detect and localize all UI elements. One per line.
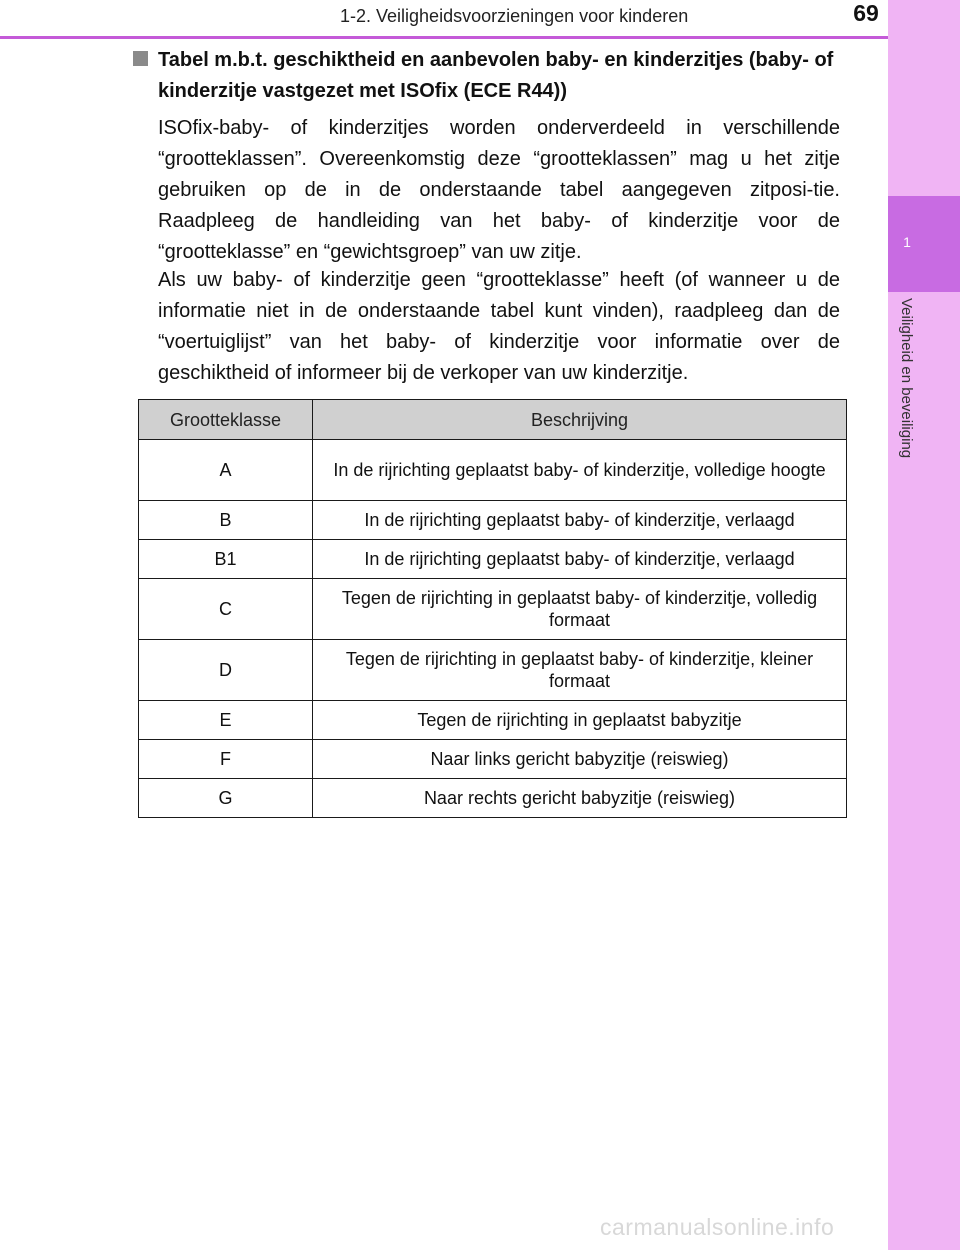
table-row [139, 501, 847, 540]
size-class-cell: B [139, 501, 313, 540]
table-row [139, 640, 847, 701]
description-cell: In de rijrichting geplaatst baby- of kinderzitje, verlaagd [313, 540, 847, 579]
running-header: 1-2. Veiligheidsvoorzieningen voor kinderen [340, 6, 689, 26]
size-class-cell: F [139, 740, 313, 779]
description-cell: Naar links gericht babyzitje (reiswieg) [313, 740, 847, 779]
table-row [139, 779, 847, 818]
column-header-class: Grootteklasse [139, 400, 313, 440]
header-divider [0, 36, 888, 39]
section-title: Tabel m.b.t. geschiktheid en aanbevolen baby- en kinderzitjes (baby- of kinderzitje vastgezet met ISOfix (ECE R44)) [158, 49, 834, 102]
size-class-cell: A [139, 440, 313, 501]
description-cell: Tegen de rijrichting in geplaatst baby- of kinderzitje, kleiner formaat [313, 640, 847, 701]
watermark: carmanualsonline.info [600, 1214, 835, 1240]
size-class-cell: G [139, 779, 313, 818]
paragraph-vehicle-list: Als uw baby- of kinderzitje geen “grootteklasse” heeft (of wanneer u de informatie niet in de onderstaande tabel kunt vinden), raadpleeg dan de “voertuiglijst” van het baby- of kinderzitje voor informatie over de geschiktheid of informeer bij de verkoper van uw kinderzitje. [158, 269, 840, 384]
table-row [139, 540, 847, 579]
paragraph-size-classes: ISOfix-baby- of kinderzitjes worden onderverdeeld in verschillende “grootteklassen”. Overeenkomstig deze “grootteklassen” mag u het zitje gebruiken op de in de onderstaande tabel aangegeven zitposi-tie. Raadpleeg de handleiding van het baby- of kinderzitje voor de “grootteklasse” en “gewichtsgroep” van uw zitje. [158, 117, 840, 263]
column-header-description: Beschrijving [313, 400, 847, 440]
table-row [139, 579, 847, 640]
description-cell: Tegen de rijrichting in geplaatst babyzitje [313, 701, 847, 740]
size-class-cell: E [139, 701, 313, 740]
description-cell: In de rijrichting geplaatst baby- of kinderzitje, verlaagd [313, 501, 847, 540]
size-class-cell: D [139, 640, 313, 701]
table-header-row [139, 400, 847, 440]
size-class-table [138, 399, 847, 818]
chapter-side-tab [888, 0, 960, 1250]
size-class-cell: C [139, 579, 313, 640]
description-cell: Tegen de rijrichting in geplaatst baby- of kinderzitje, volledig formaat [313, 579, 847, 640]
chapter-number: 1 [903, 234, 911, 250]
table-row [139, 701, 847, 740]
section-bullet-icon [133, 51, 148, 66]
table-row [139, 440, 847, 501]
description-cell: In de rijrichting geplaatst baby- of kinderzitje, volledige hoogte [313, 440, 847, 501]
chapter-title: Veiligheid en beveiliging [898, 298, 915, 459]
page-number: 69 [853, 0, 879, 26]
size-class-cell: B1 [139, 540, 313, 579]
description-cell: Naar rechts gericht babyzitje (reiswieg) [313, 779, 847, 818]
table-row [139, 740, 847, 779]
